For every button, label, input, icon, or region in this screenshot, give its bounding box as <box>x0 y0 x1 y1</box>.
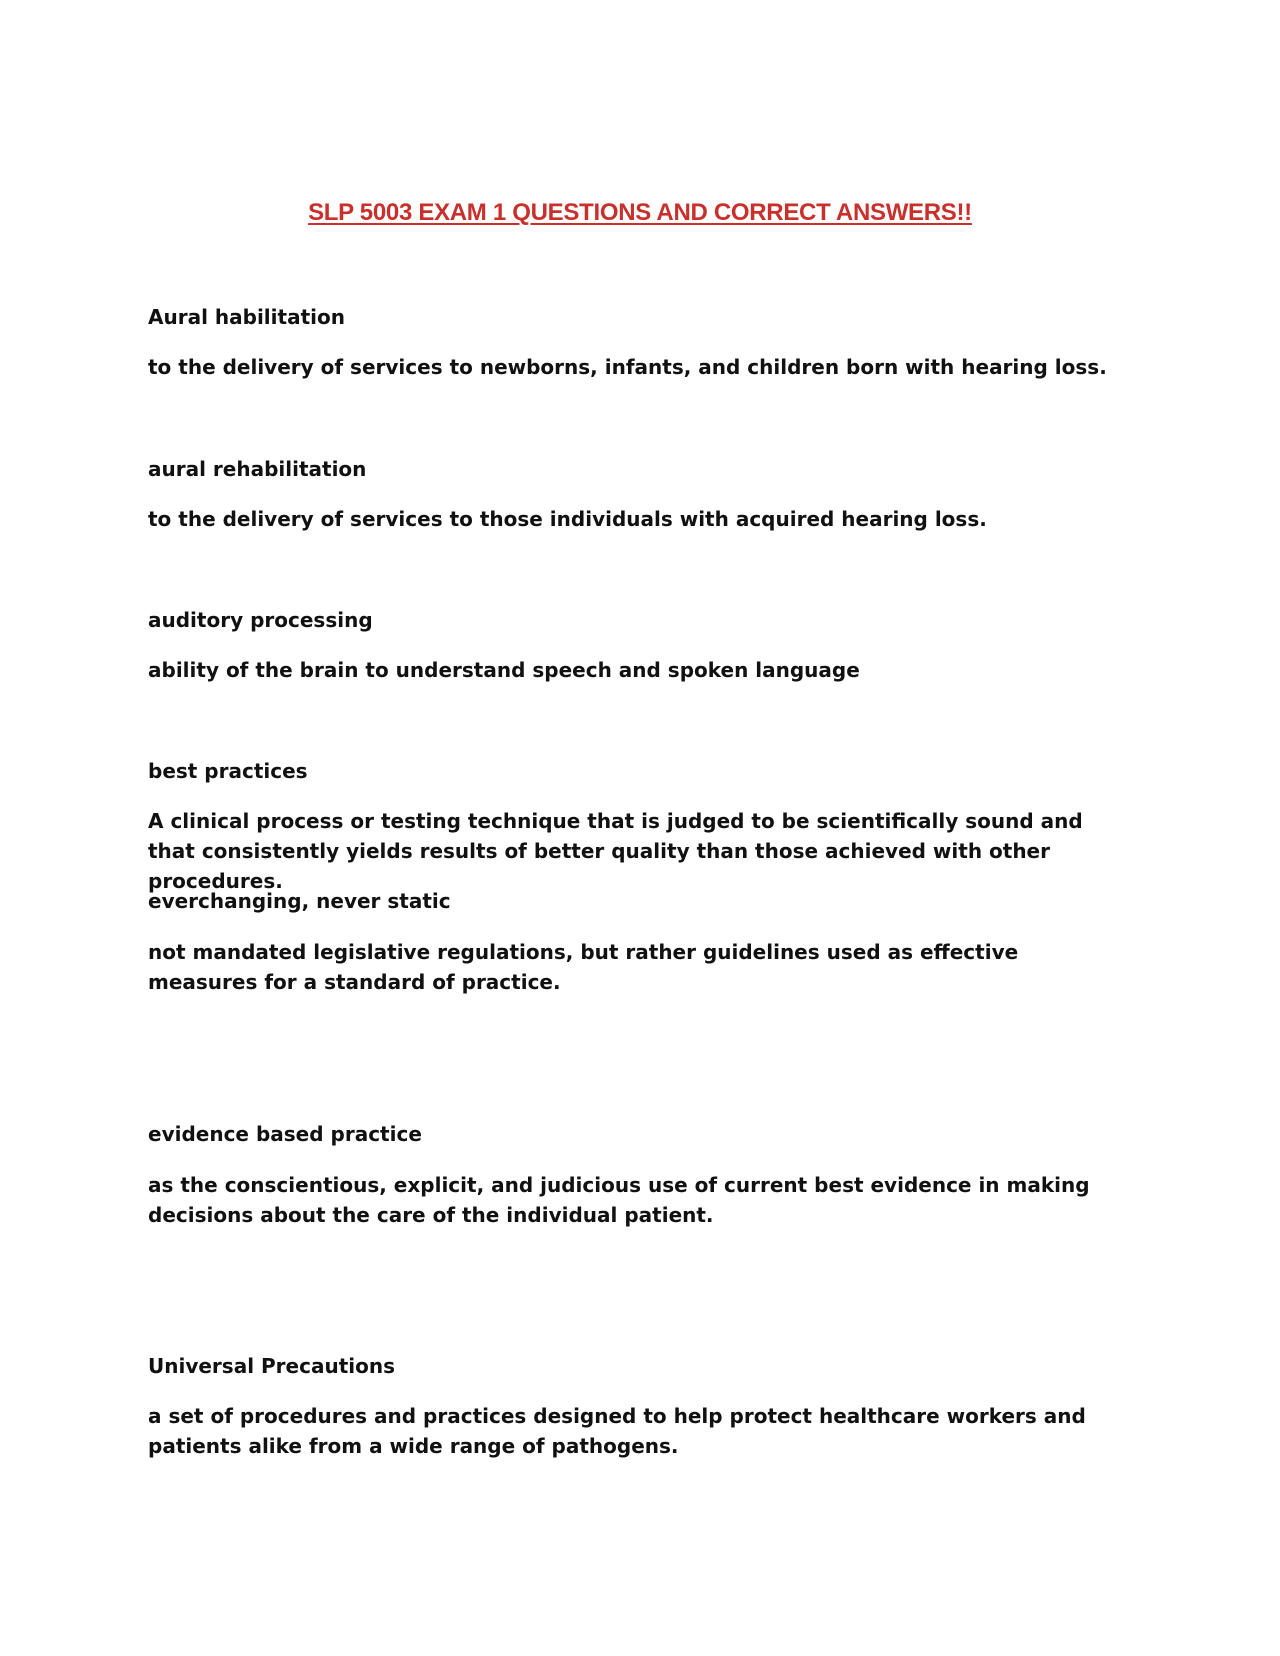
definition-auditory-processing: ability of the brain to understand speech and spoken language <box>148 658 860 682</box>
term-best-practices: best practices <box>148 759 308 783</box>
term-auditory-processing: auditory processing <box>148 608 373 632</box>
definition-evidence-based-practice: as the conscientious, explicit, and judicious use of current best evidence in making decisions about the care of the individual patient. <box>148 1173 1090 1227</box>
definition-best-practices-note: everchanging, never static <box>148 889 451 913</box>
definition-universal-precautions: a set of procedures and practices designed to help protect healthcare workers and patients alike from a wide range of pathogens. <box>148 1404 1086 1458</box>
term-universal-precautions: Universal Precautions <box>148 1354 395 1378</box>
definition-best-practices-detail: not mandated legislative regulations, but rather guidelines used as effective measures for a standard of practice. <box>148 940 1019 994</box>
document-title: SLP 5003 EXAM 1 QUESTIONS AND CORRECT ANSWERS!! <box>308 199 972 226</box>
term-aural-habilitation: Aural habilitation <box>148 305 345 329</box>
definition-aural-habilitation: to the delivery of services to newborns, infants, and children born with hearing loss. <box>148 355 1107 379</box>
definition-aural-rehabilitation: to the delivery of services to those individuals with acquired hearing loss. <box>148 507 987 531</box>
term-aural-rehabilitation: aural rehabilitation <box>148 457 367 481</box>
term-evidence-based-practice: evidence based practice <box>148 1122 422 1146</box>
definition-best-practices: A clinical process or testing technique that is judged to be scientifically sound and that consistently yields results of better quality than those achieved with other procedures. <box>148 809 1083 893</box>
